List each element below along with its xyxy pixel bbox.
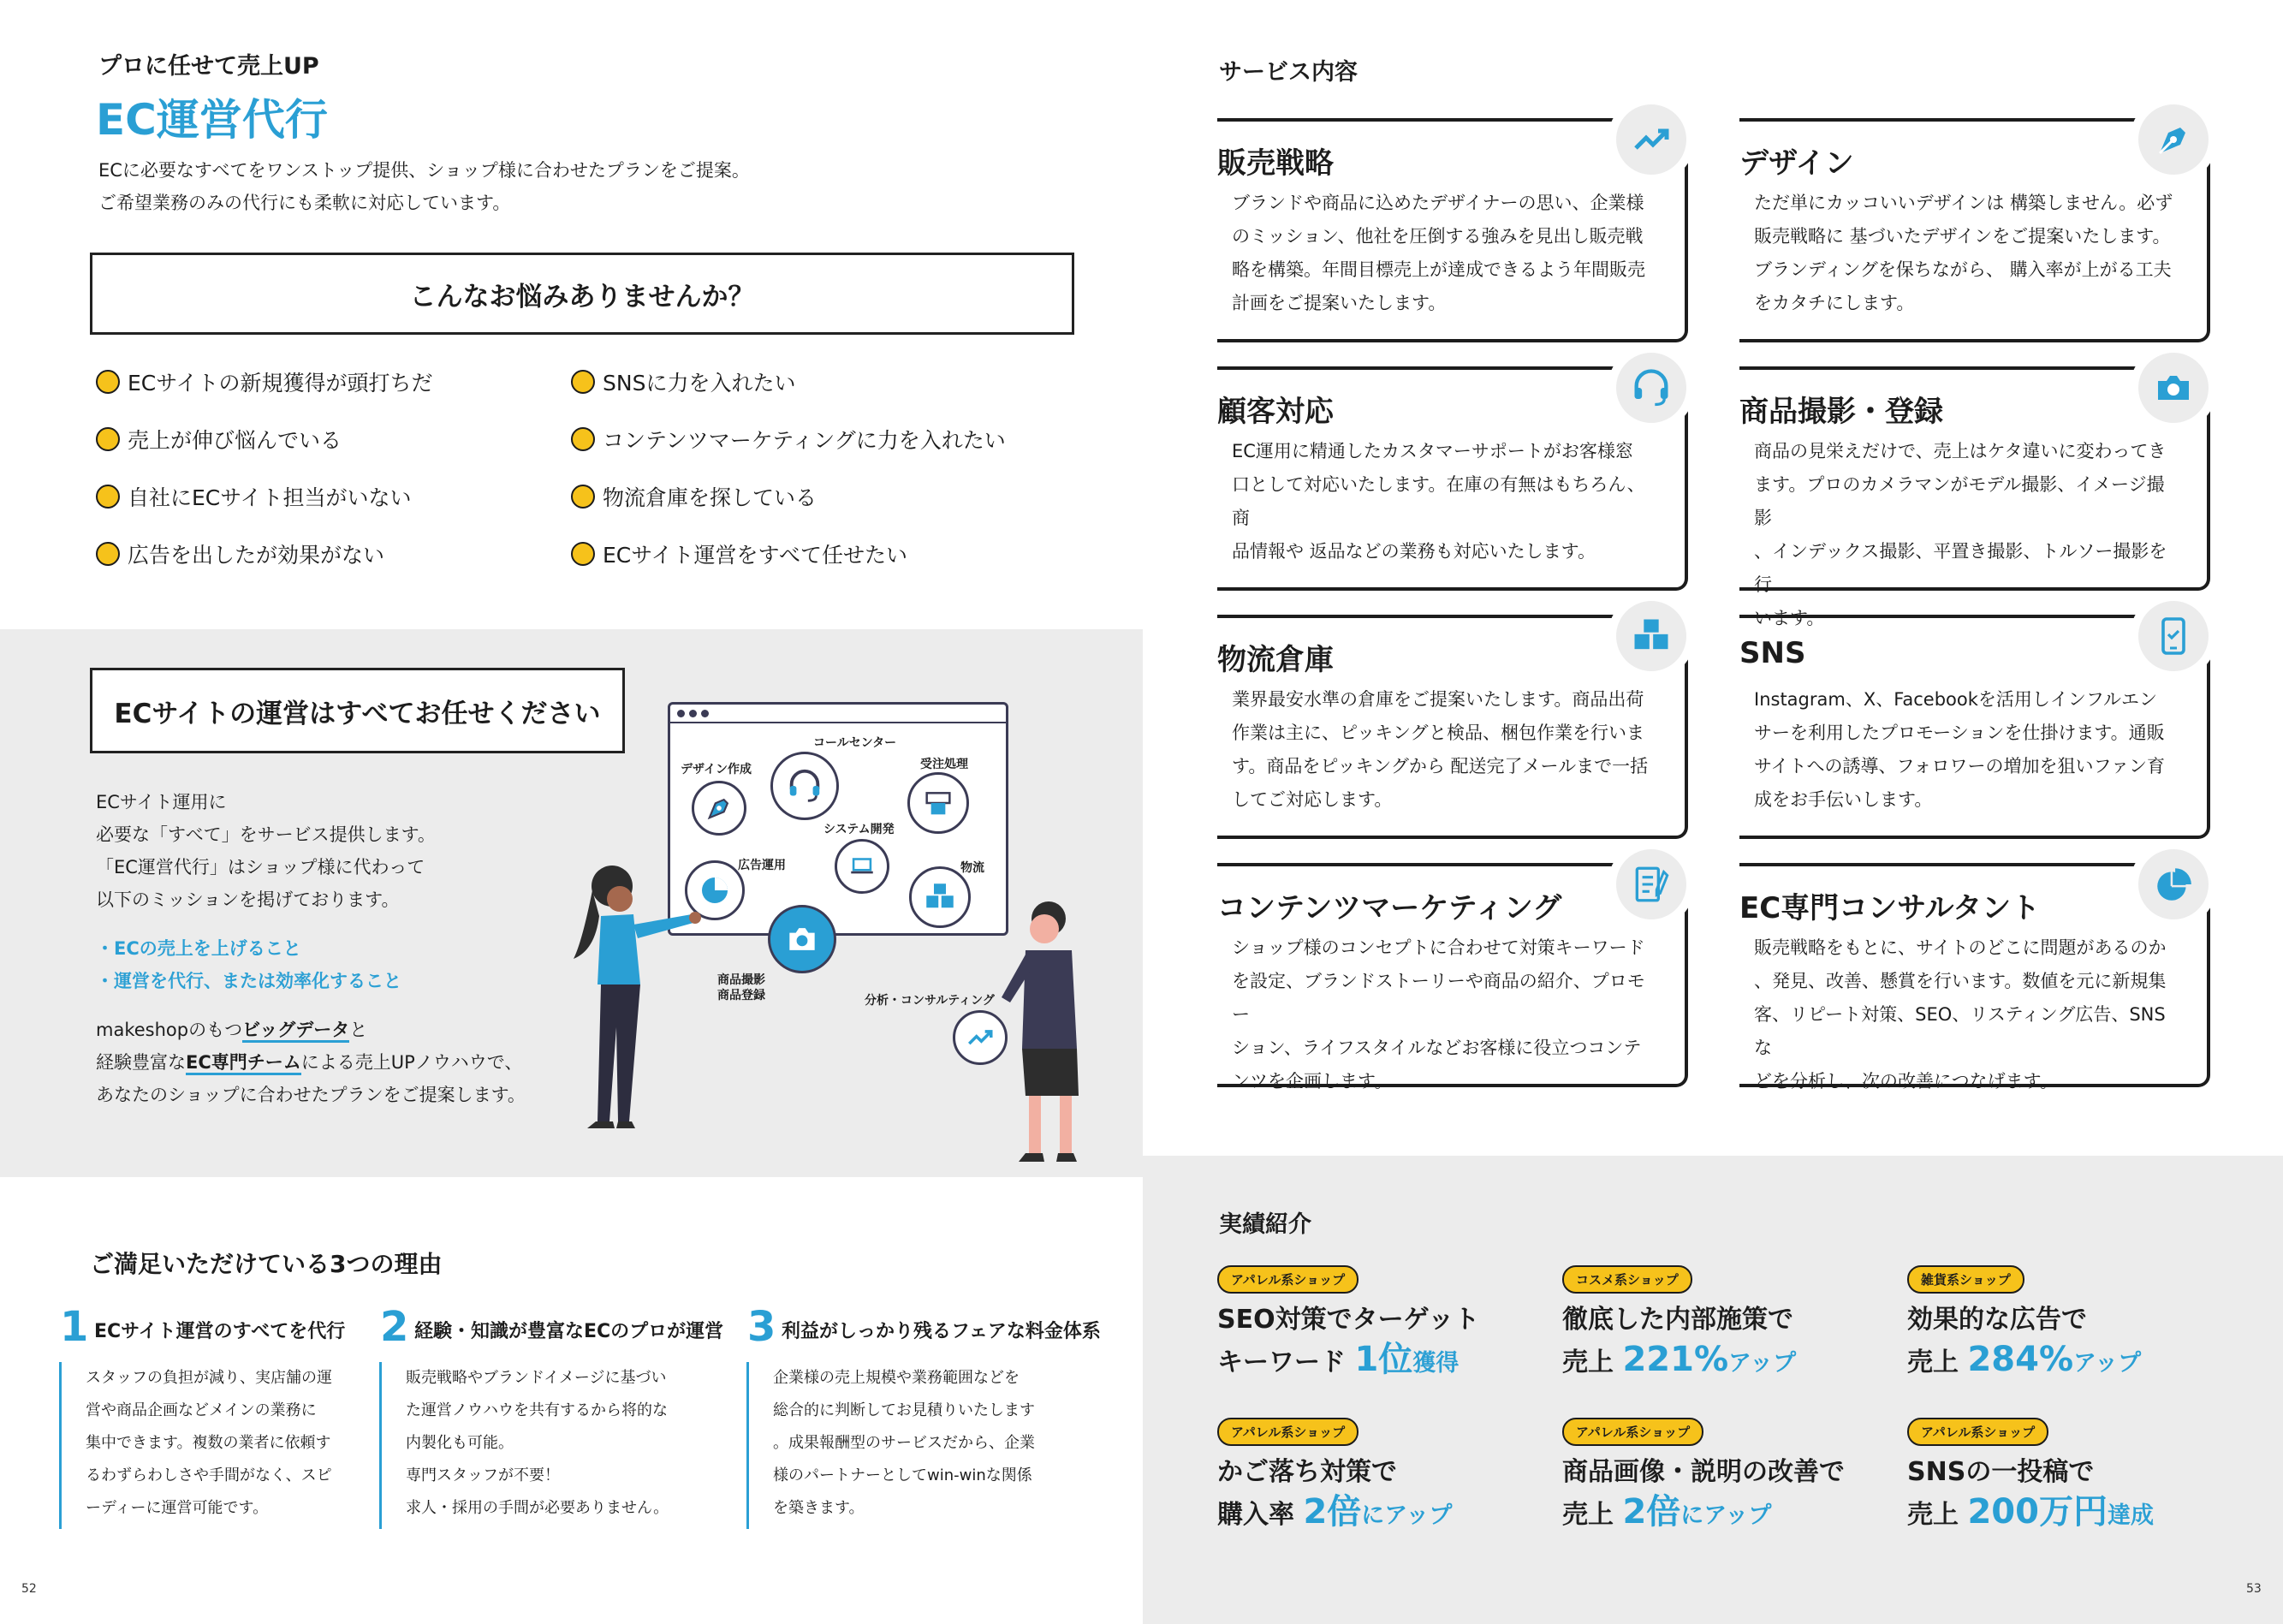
service-card-sales-strategy [1217,118,1688,342]
result-item: アパレル系ショップ かご落ち対策で 購入率 2倍にアップ [1217,1418,1500,1536]
service-card-consultant [1739,863,2210,1092]
bullet-dot [96,485,120,509]
service-body: Instagram、X、Facebookを活用しインフルエン サーを利用したプロモーションを仕掛けます。通販 サイトへの誘導、フォロワーの増加を狙いファン育 成をお手伝いします。 [1754,689,2166,810]
label-logistics: 物流 [960,861,984,875]
service-title: 商品撮影・登録 [1739,388,1953,430]
label-order: 受注処理 [920,758,968,771]
service-card-photo [1739,366,2210,628]
list-item: 物流倉庫を探している [571,481,1050,512]
service-title: EC専門コンサルタント [1739,884,2050,926]
smartphone-icon [2130,592,2217,680]
service-body: 販売戦略をもとに、サイトのどこに問題があるのか 、発見、改善、懸賞を行います。数値を元に新規集 客、リピート対策、SEO、リスティング広告、SNSな どを分析し、次の改善につなげます。 [1754,937,2167,1092]
bullet-dot [96,370,120,394]
service-body: 商品の見栄えだけで、売上はケタ違いに変わってき ます。プロのカメラマンがモデル撮影、イメージ撮影 、インデックス撮影、平置き撮影、トルソー撮影を行 います。 [1754,441,2167,628]
label-ads: 広告運用 [738,859,786,872]
pen-nib-icon [2130,96,2217,183]
shop-tag: コスメ系ショップ [1562,1265,1692,1294]
document-edit-icon [1608,841,1695,928]
page-number-right: 53 [2246,1582,2262,1596]
pen-nib-icon [692,781,746,836]
man-illustration [984,895,1113,1169]
label-call: コールセンター [813,736,897,750]
service-title: 販売戦略 [1217,140,1344,181]
worry-heading: こんなお悩みありませんか？ [90,253,1074,335]
service-card-customer-support [1217,366,1688,591]
lead-text: ECに必要なすべてをワンストップ提供、ショップ様に合わせたプランをご提案。 ご希望業務のみの代行にも柔軟に対応しています。 [98,160,750,213]
camera-icon [768,905,836,973]
service-title: コンテンツマーケティング [1217,884,1572,926]
list-item: ECサイトの新規獲得が頭打ちだ [96,366,571,397]
result-item: コスメ系ショップ 徹底した内部施策で 売上 221%アップ [1562,1265,1845,1383]
shop-tag: 雑貨系ショップ [1907,1265,2024,1294]
result-item: アパレル系ショップ SNSの一投稿で 売上 200万円達成 [1907,1418,2190,1536]
shop-tag: アパレル系ショップ [1907,1418,2048,1446]
service-body: ブランドや商品に込めたデザイナーの思い、企業様 のミッション、他社を圧倒する強みを見出し販売戦 略を構築。年間目標売上が達成できるよう年間販売 計画をご提案いたします。 [1232,193,1645,313]
list-item: 自社にECサイト担当がいない [96,481,571,512]
illustration-window-bar [670,705,1006,723]
result-item: アパレル系ショップ SEO対策でターゲット キーワード 1位獲得 [1217,1265,1500,1383]
service-body: EC運用に精通したカスタマーサポートがお客様窓 口として対応いたします。在庫の有無はもちろん、商 品情報や 返品などの業務も対応いたします。 [1232,441,1645,562]
list-item: コンテンツマーケティングに力を入れたい [571,424,1050,455]
eyebrow: プロに任せて売上UP [98,53,319,80]
reason-2: 2 経験・知識が豊富なECのプロが運営 販売戦略やブランドイメージに基づい た運営ノウハウを共有するから将的な 内製化も可能。 専門スタッフが不要！ 求人・採用の手間が必要ありません。 [414,1317,757,1529]
laptop-icon [835,839,889,894]
reasons-title: ご満足いただけている3つの理由 [90,1250,443,1278]
label-photo: 商品撮影 [717,973,765,987]
camera-icon [2130,344,2217,431]
services-title: サービス内容 [1219,59,1358,86]
list-item: SNSに力を入れたい [571,366,1050,397]
ec-description: ECサイト運用に 必要な「すべて」をサービス提供します。 「EC運営代行」はショップ様に代わって 以下のミッションを掲げております。 ・ECの売上を上げること ・運営を代行、または効率化すること makeshopのもつビッグデータと 経験豊富なEC専門チームによる売上UPノウハウで、 あなたのショップに合わせたプランをご提案します。 [96,786,575,1111]
boxes-icon [909,866,971,928]
gray-band-right [1143,1156,2283,1624]
service-body: ただ単にカッコいいデザインは 構築しません。必ず 販売戦略に 基づいたデザインをご提案いたします。 ブランディングを保ちながら、 購入率が上がる工夫 をカタチにします。 [1754,193,2173,313]
ec-heading: ECサイトの運営はすべてお任せください [90,668,625,753]
headset-icon [770,752,839,820]
list-item: 広告を出したが効果がない [96,538,571,569]
results-title: 実績紹介 [1219,1211,1311,1238]
shop-tag: アパレル系ショップ [1217,1418,1359,1446]
reason-3: 3 利益がしっかり残るフェアな料金体系 企業様の売上規模や業務範囲などを 総合的に判断してお見積りいたします 。成果報酬型のサービスだから、企業 様のパートナーとしてwin-winな関係 を築きます。 [782,1317,1124,1529]
pie-chart-icon [2130,841,2217,928]
reason-1: 1 ECサイト運営のすべてを代行 スタッフの負担が減り、実店舗の運 営や商品企画などメインの業務に 集中できます。複数の業者に依頼す るわずらわしさや手間がなく、スピ ーディーに運営可能です。 [94,1317,437,1529]
bullet-dot [96,542,120,566]
page-number-left: 52 [21,1582,37,1596]
service-card-logistics [1217,615,1688,839]
bullet-dot [571,427,595,451]
label-analysis: 分析・コンサルティング [865,994,995,1008]
service-title: SNS [1739,636,1816,670]
label-system: システム開発 [823,823,895,836]
trend-up-icon [1608,96,1695,183]
service-body: ショップ様のコンセプトに合わせて対策キーワード を設定、ブランドストーリーや商品の紹介、プロモー ション、ライフスタイルなどお客様に役立つコンテ ンツを企画します。 [1232,937,1645,1092]
shop-tag: アパレル系ショップ [1217,1265,1359,1294]
worry-list [96,366,1080,569]
bullet-dot [571,542,595,566]
list-item: 売上が伸び悩んでいる [96,424,571,455]
page-title: EC運営代行 [96,95,328,145]
mission-item: ・運営を代行、または効率化すること [96,971,401,991]
order-register-icon [907,772,969,834]
list-item: ECサイト運営をすべて任せたい [571,538,1050,569]
service-title: 物流倉庫 [1217,636,1344,678]
bullet-dot [96,427,120,451]
label-register: 商品登録 [717,989,765,1002]
headset-icon [1608,344,1695,431]
service-body: 業界最安水準の倉庫をご提案いたします。商品出荷 作業は主に、ピッキングと検品、梱包作業を行いま す。商品をピッキングから 配送完了メールまで一括 してご対応します。 [1232,689,1649,810]
boxes-icon [1608,592,1695,680]
mission-item: ・ECの売上を上げること [96,938,301,959]
bullet-dot [571,370,595,394]
service-card-sns [1739,615,2210,839]
service-card-design [1739,118,2210,342]
label-design: デザイン作成 [681,763,752,776]
result-item: 雑貨系ショップ 効果的な広告で 売上 284%アップ [1907,1265,2190,1383]
service-title: デザイン [1739,140,1864,181]
bullet-dot [571,485,595,509]
woman-illustration [548,848,710,1130]
shop-tag: アパレル系ショップ [1562,1418,1703,1446]
result-item: アパレル系ショップ 商品画像・説明の改善で 売上 2倍にアップ [1562,1418,1845,1536]
service-title: 顧客対応 [1217,388,1344,430]
service-card-content-marketing [1217,863,1688,1092]
